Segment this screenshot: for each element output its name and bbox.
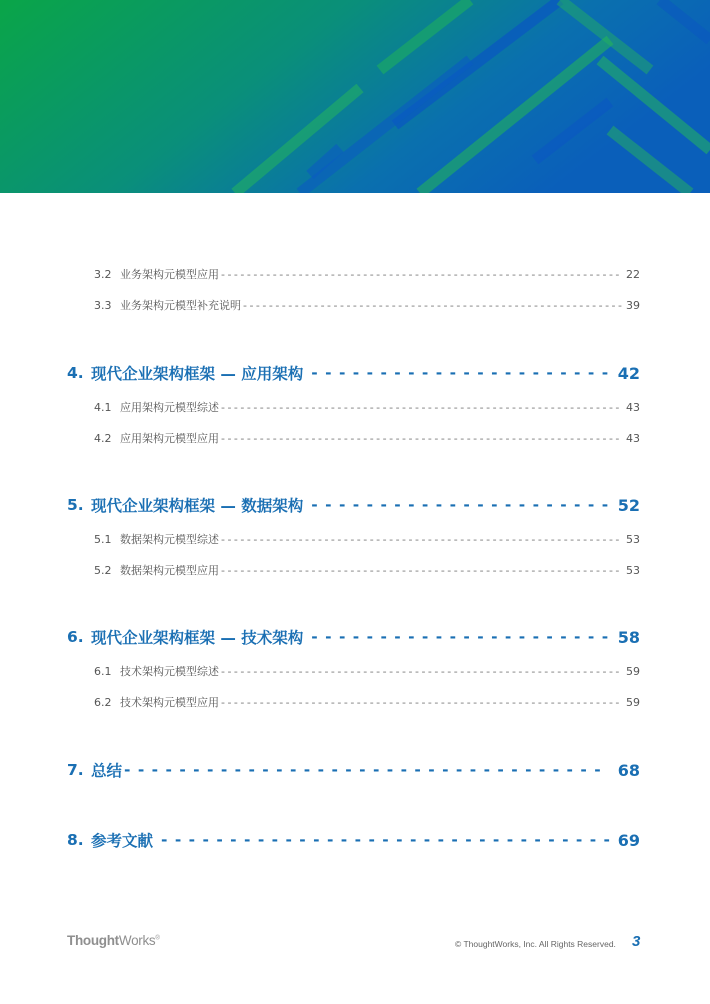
toc-chapter-number: 5. <box>67 496 84 514</box>
toc-entry-page: 53 <box>626 532 640 546</box>
toc-dot-leader <box>221 401 622 414</box>
toc-chapter-title: 现代企业架构框架 — 技术架构 <box>91 629 304 647</box>
logo-text-bold: Thought <box>67 933 119 948</box>
toc-entry-3-2[interactable] <box>94 264 640 284</box>
thoughtworks-logo <box>67 933 160 948</box>
toc-entry-page: 43 <box>626 431 640 445</box>
toc-dot-leader <box>221 268 622 281</box>
toc-dot-leader <box>161 831 616 849</box>
toc-dot-leader <box>311 364 607 382</box>
toc-chapter-title: 现代企业架构框架 — 应用架构 <box>91 365 304 383</box>
toc-entry-title: 业务架构元模型补充说明 <box>120 299 241 312</box>
toc-chapter-page: 58 <box>617 627 640 647</box>
toc-chapter-5[interactable] <box>67 492 640 518</box>
toc-chapter-title: 总结 <box>91 762 123 780</box>
toc-entry-title: 应用架构元模型综述 <box>120 401 219 414</box>
toc-entry-title: 技术架构元模型综述 <box>120 665 219 678</box>
toc-dot-leader <box>221 665 622 678</box>
toc-dot-leader <box>221 533 622 546</box>
toc-chapter-number: 7. <box>67 761 84 779</box>
toc-chapter-page: 68 <box>617 760 640 780</box>
toc-chapter-number: 4. <box>67 364 84 382</box>
toc-entry-page: 53 <box>626 563 640 577</box>
toc-chapter-number: 6. <box>67 628 84 646</box>
toc-chapter-page: 69 <box>617 830 640 850</box>
toc-dot-leader <box>221 564 622 577</box>
toc-entry-3-3[interactable] <box>94 295 640 315</box>
toc-entry-number: 3.2 <box>94 267 112 281</box>
toc-entry-4-1[interactable] <box>94 397 640 417</box>
toc-entry-number: 4.2 <box>94 431 112 445</box>
toc-entry-number: 5.1 <box>94 532 112 546</box>
toc-dot-leader <box>124 761 608 779</box>
toc-entry-6-1[interactable] <box>94 661 640 681</box>
toc-entry-5-1[interactable] <box>94 529 640 549</box>
toc-entry-6-2[interactable] <box>94 692 640 712</box>
toc-entry-title: 应用架构元模型应用 <box>120 432 219 445</box>
page-number: 3 <box>632 933 641 950</box>
toc-chapter-title: 参考文献 <box>91 832 154 850</box>
toc-entry-4-2[interactable] <box>94 428 640 448</box>
toc-entry-page: 43 <box>626 400 640 414</box>
copyright-notice: © ThoughtWorks, Inc. All Rights Reserved. <box>455 939 616 949</box>
toc-dot-leader <box>243 299 622 312</box>
toc-dot-leader <box>311 496 607 514</box>
toc-dot-leader <box>221 696 622 709</box>
toc-entry-title: 技术架构元模型应用 <box>120 696 219 709</box>
toc-dot-leader <box>311 628 607 646</box>
toc-entry-number: 4.1 <box>94 400 112 414</box>
toc-entry-number: 3.3 <box>94 298 112 312</box>
toc-chapter-page: 52 <box>617 495 640 515</box>
toc-entry-5-2[interactable] <box>94 560 640 580</box>
toc-chapter-4[interactable] <box>67 360 640 386</box>
toc-entry-page: 39 <box>626 298 640 312</box>
toc-chapter-6[interactable] <box>67 624 640 650</box>
toc-entry-title: 数据架构元模型综述 <box>120 533 219 546</box>
toc-entry-number: 6.2 <box>94 695 112 709</box>
toc-entry-page: 59 <box>626 695 640 709</box>
toc-chapter-title: 现代企业架构框架 — 数据架构 <box>91 497 304 515</box>
toc-entry-title: 数据架构元模型应用 <box>120 564 219 577</box>
toc-entry-number: 5.2 <box>94 563 112 577</box>
toc-entry-page: 59 <box>626 664 640 678</box>
toc-chapter-page: 42 <box>617 363 640 383</box>
toc-entry-page: 22 <box>626 267 640 281</box>
toc-chapter-7[interactable] <box>67 757 640 783</box>
toc-entry-title: 业务架构元模型应用 <box>120 268 219 281</box>
toc-dot-leader <box>221 432 622 445</box>
toc-chapter-8[interactable] <box>67 827 640 853</box>
toc-entry-number: 6.1 <box>94 664 112 678</box>
toc-chapter-number: 8. <box>67 831 84 849</box>
logo-text-light: Works <box>118 933 156 948</box>
logo-registered-mark: ® <box>155 935 160 942</box>
